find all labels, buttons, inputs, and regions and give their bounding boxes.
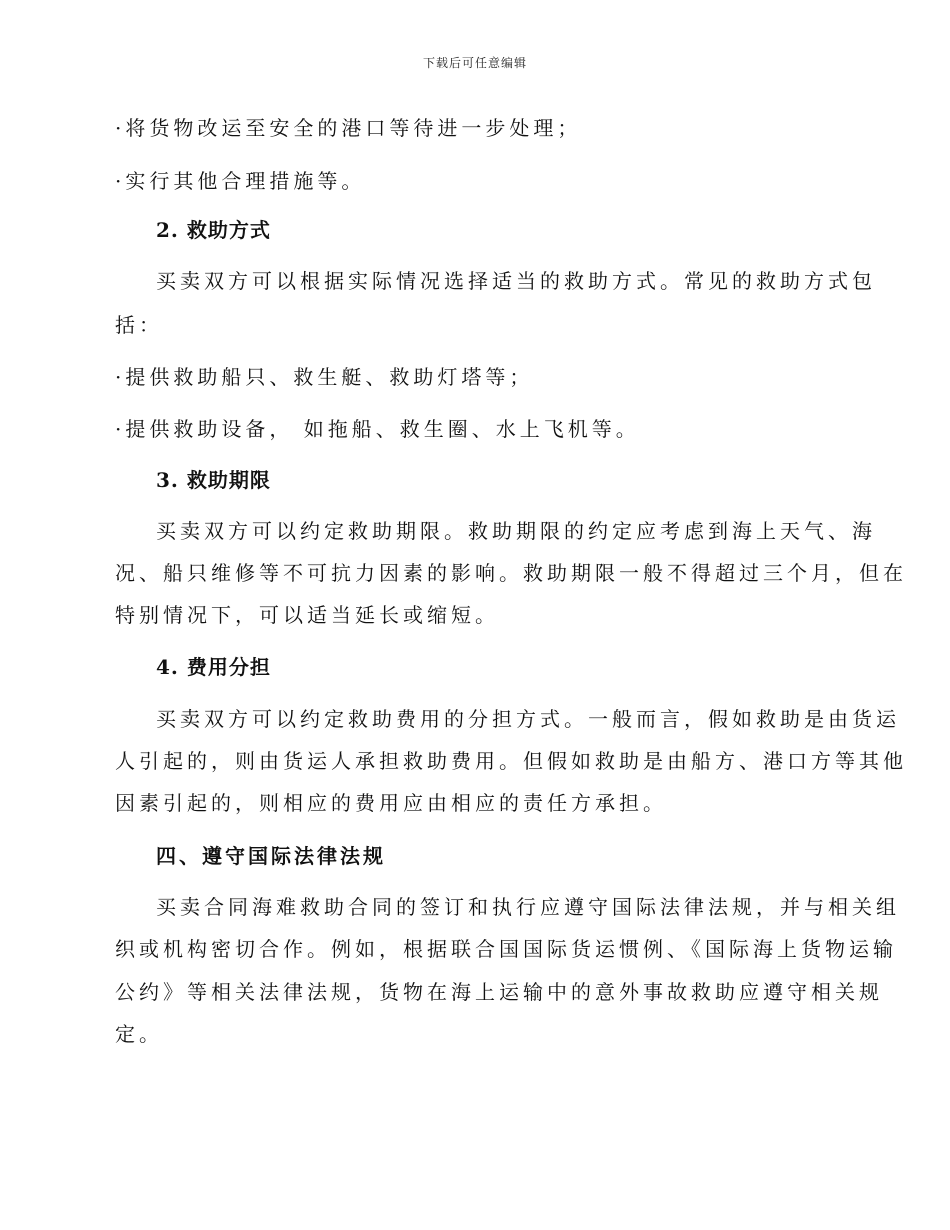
section-heading: 4. 费用分担	[156, 655, 271, 679]
paragraph-line: 公约》等相关法律法规，货物在海上运输中的意外事故救助应遵守相关规	[115, 980, 883, 1004]
section-heading: 2. 救助方式	[156, 218, 271, 242]
bullet-item: ·提供救助船只、救生艇、救助灯塔等；	[115, 365, 534, 389]
bullet-item: ·实行其他合理措施等。	[115, 169, 366, 193]
paragraph-line: 织或机构密切合作。例如，根据联合国国际货运惯例、《国际海上货物运输	[115, 937, 897, 961]
paragraph-line: 定。	[115, 1022, 163, 1046]
paragraph-line: 人引起的，则由货运人承担救助费用。但假如救助是由船方、港口方等其他	[115, 749, 907, 773]
bullet-item: ·将货物改运至安全的港口等待进一步处理；	[115, 116, 582, 140]
section-heading: 四、遵守国际法律法规	[156, 844, 386, 868]
bullet-item: ·提供救助设备， 如拖船、救生圈、水上飞机等。	[115, 417, 640, 441]
paragraph-line: 括：	[115, 313, 163, 337]
paragraph-line: 买卖双方可以约定救助期限。救助期限的约定应考虑到海上天气、海	[156, 519, 876, 543]
paragraph-line: 特别情况下，可以适当延长或缩短。	[115, 603, 499, 627]
section-heading: 3. 救助期限	[156, 468, 271, 492]
paragraph-line: 因素引起的，则相应的费用应由相应的责任方承担。	[115, 791, 667, 815]
paragraph-line: 况、船只维修等不可抗力因素的影响。救助期限一般不得超过三个月，但在	[115, 561, 907, 585]
page-header: 下载后可任意编辑	[422, 56, 527, 70]
paragraph-line: 买卖双方可以约定救助费用的分担方式。一般而言，假如救助是由货运	[156, 707, 900, 731]
paragraph-line: 买卖合同海难救助合同的签订和执行应遵守国际法律法规，并与相关组	[156, 895, 900, 919]
paragraph-line: 买卖双方可以根据实际情况选择适当的救助方式。常见的救助方式包	[156, 269, 876, 293]
